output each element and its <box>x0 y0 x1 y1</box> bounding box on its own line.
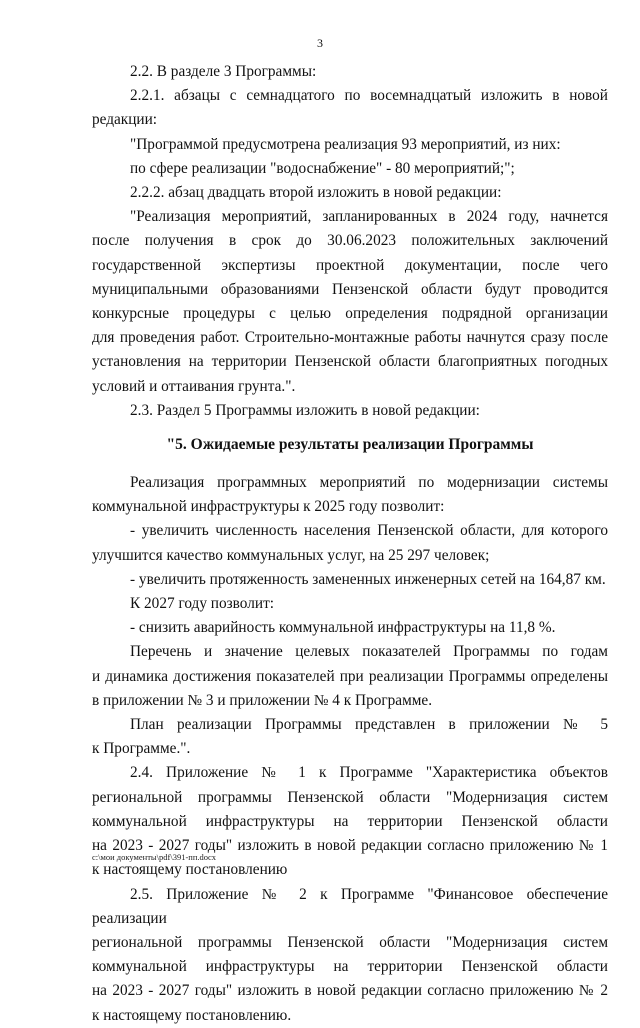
text-line: региональной программы Пензенской области "Модернизация систем <box>92 788 608 806</box>
text-line: для проведения работ. Строительно-монтажные работы начнутся сразу после <box>92 329 608 347</box>
text-line: "Реализация мероприятий, запланированных в 2024 году, начнется <box>130 208 608 226</box>
text-line: 2.3. Раздел 5 Программы изложить в новой редакции: <box>130 401 480 419</box>
text-line: 2.2. В разделе 3 Программы: <box>130 63 317 80</box>
text-line: - увеличить численность населения Пензенской области, для которого <box>130 522 608 540</box>
text-line: к настоящему постановлению. <box>92 1006 292 1024</box>
text-line: 2.4. Приложение № 1 к Программе "Характеристика объектов <box>130 764 608 782</box>
text-line: после получения в срок до 30.06.2023 положительных заключений <box>92 232 608 250</box>
text-line: коммунальной инфраструктуры на территории Пензенской области <box>92 958 608 976</box>
page-number: 3 <box>317 36 323 50</box>
text-line: коммунальной инфраструктуры на территории Пензенской области <box>92 812 608 830</box>
text-line: редакции: <box>92 111 158 129</box>
text-line: "Программой предусмотрена реализация 93 мероприятий, из них: <box>130 135 561 153</box>
file-path-footer: c:\мои документы\pdf\391-пп.docx <box>92 852 217 862</box>
text-line: План реализации Программы представлен в приложении № 5 <box>130 716 608 734</box>
text-line: в приложении № 3 и приложении № 4 к Программе. <box>92 691 433 709</box>
text-line: на 2023 - 2027 годы" изложить в новой редакции согласно приложению № 1 <box>92 837 608 855</box>
text-line: региональной программы Пензенской области "Модернизация систем <box>92 933 608 951</box>
text-line: коммунальной инфраструктуры к 2025 году позволит: <box>92 498 445 516</box>
text-line: на 2023 - 2027 годы" изложить в новой редакции согласно приложению № 2 <box>92 982 608 1000</box>
text-line: 2.5. Приложение № 2 к Программе "Финансовое обеспечение реализации <box>92 885 608 927</box>
text-line: К 2027 году позволит: <box>130 595 274 613</box>
text-line: улучшится качество коммунальных услуг, на 25 297 человек; <box>92 546 490 564</box>
text-line: - снизить аварийность коммунальной инфраструктуры на 11,8 %. <box>130 619 556 637</box>
section-after-heading <box>92 471 608 1028</box>
text-line: и динамика достижения показателей при реализации Программы определены <box>92 667 608 685</box>
text-line: Реализация программных мероприятий по модернизации системы <box>130 474 608 492</box>
section-before-heading <box>92 60 608 423</box>
text-line: 2.2.2. абзац двадцать второй изложить в новой редакции: <box>130 184 502 202</box>
text-line: конкурсные процедуры с целью определения подрядной организации <box>92 305 608 323</box>
text-line: к настоящему постановлению <box>92 861 288 879</box>
text-line: муниципальными образованиями Пензенской области будут проводится <box>92 280 608 298</box>
text-line: - увеличить протяженность замененных инженерных сетей на 164,87 км. <box>130 570 606 588</box>
text-line: Перечень и значение целевых показателей Программы по годам <box>130 643 608 661</box>
text-line: по сфере реализации "водоснабжение" - 80 мероприятий;"; <box>130 159 515 177</box>
text-line: условий и оттаивания грунта.". <box>92 377 296 395</box>
text-line: 2.2.1. абзацы с семнадцатого по восемнадцатый изложить в новой <box>130 87 608 105</box>
text-line: к Программе.". <box>92 740 191 758</box>
text-line: установления на территории Пензенской области благоприятных погодных <box>92 353 608 371</box>
document-body <box>92 60 608 1028</box>
section-heading: "5. Ожидаемые результаты реализации Программы <box>166 436 534 454</box>
text-line: государственной экспертизы проектной документации, после чего <box>92 256 608 274</box>
